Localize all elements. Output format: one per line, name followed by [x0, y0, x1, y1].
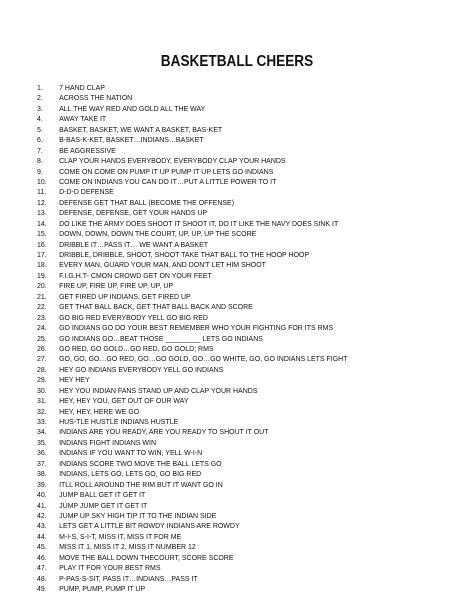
- list-item-text: M-I-S, S-I-T, MISS IT, MISS IT FOR ME: [59, 531, 182, 541]
- list-item: [37, 93, 423, 103]
- list-item: [37, 323, 423, 333]
- list-item-number: 28.: [37, 364, 47, 374]
- list-item-text: BASKET, BASKET, WE WANT A BASKET, BAS-KET: [59, 124, 223, 134]
- list-item: [37, 365, 423, 375]
- list-item-number: 14.: [37, 218, 47, 228]
- list-item-text: HUS-TLE HUSTLE INDIANS HUSTLE: [59, 417, 179, 426]
- list-item-text: MOVE THE BALL DOWN THECOURT, SCORE SCORE: [59, 552, 234, 562]
- list-item: [37, 584, 423, 594]
- list-item-text: GO, GO, GO…GO RED, GO…GO GOLD, GO…GO WHITE, GO, GO INDIANS LETS FIGHT: [59, 354, 348, 364]
- list-item: [37, 501, 423, 511]
- list-item-number: 34.: [37, 427, 47, 437]
- list-item: [37, 480, 423, 490]
- document-title: BASKETBALL CHEERS: [160, 53, 314, 70]
- list-item-text: JUMP UP SKY HIGH TIP IT TO THE INDIAN SIDE: [59, 510, 217, 520]
- list-item-text: DEFENSE, DEFENSE, GET YOUR HANDS UP: [59, 208, 208, 218]
- list-item: [37, 553, 423, 563]
- list-item: [37, 156, 423, 166]
- list-item: [37, 386, 423, 396]
- list-item-number: 27.: [37, 354, 47, 364]
- list-item-number: 11.: [37, 187, 47, 197]
- list-item-number: 19.: [37, 270, 47, 280]
- list-item: [37, 229, 423, 239]
- list-item: [37, 417, 423, 427]
- list-item: [37, 469, 423, 479]
- list-item: [37, 135, 423, 145]
- list-item: [37, 344, 423, 354]
- list-item: [37, 219, 423, 229]
- list-item-text: HEY HEY: [59, 375, 90, 385]
- list-item-text: INDIANS IF YOU WANT TO WIN, YELL W-I-N: [59, 448, 203, 458]
- list-item: [37, 177, 423, 187]
- list-item-text: MISS IT 1, MISS IT 2, MISS IT NUMBER 12: [59, 542, 196, 552]
- list-item: [37, 407, 423, 417]
- list-item-number: 17.: [37, 250, 47, 259]
- list-item-text: ITLL ROLL AROUND THE RIM BUT IT WANT GO IN: [59, 479, 223, 489]
- list-item: [37, 292, 423, 302]
- list-item: [37, 83, 423, 93]
- list-item-text: D-D-D DEFENSE: [59, 187, 114, 197]
- list-item: [37, 427, 423, 437]
- list-item-text: GO INDIANS GO DO YOUR BEST REMEMBER WHO YOUR FIGHTING FOR ITS RMS: [59, 323, 334, 333]
- list-item-number: 7.: [37, 145, 43, 155]
- list-item: [37, 574, 423, 584]
- list-item-number: 47.: [37, 563, 47, 573]
- list-item-number: 30.: [37, 385, 47, 395]
- list-item-number: 6.: [37, 135, 43, 145]
- list-item: [37, 198, 423, 208]
- list-item-number: 24.: [37, 323, 47, 333]
- list-item-text: DRIBBLE, DRIBBLE, SHOOT, SHOOT TAKE THAT BALL TO THE HOOP HOOP: [59, 250, 310, 259]
- list-item-number: 2.: [37, 93, 43, 103]
- list-item-number: 16.: [37, 239, 47, 249]
- list-item-text: GO BIG RED EVERYBODY YELL GO BIG RED: [59, 312, 208, 322]
- list-item-number: 36.: [37, 448, 47, 458]
- list-item: [37, 375, 423, 385]
- list-item: [37, 354, 423, 364]
- list-item-number: 10.: [37, 176, 47, 186]
- list-item: [37, 334, 423, 344]
- list-item-text: F.I.G.H.T- CMON CROWD GET ON YOUR FEET: [59, 270, 212, 280]
- list-item-number: 41.: [37, 500, 47, 510]
- list-item-text: INDIANS ARE YOU READY, ARE YOU READY TO SHOUT IT OUT: [59, 427, 269, 437]
- list-item-number: 39.: [37, 479, 47, 489]
- list-item-number: 33.: [37, 417, 47, 426]
- list-item-text: PUMP, PUMP, PUMP IT UP: [59, 584, 146, 593]
- list-item-text: COME ON INDIANS YOU CAN DO IT…PUT A LITTLE POWER TO IT: [59, 176, 277, 186]
- list-item-number: 8.: [37, 156, 43, 166]
- list-item: [37, 521, 423, 531]
- list-item-text: AWAY TAKE IT: [59, 114, 107, 124]
- list-item-text: GO RED, GO GOLD…GO RED, GO GOLD; RMS: [59, 343, 214, 353]
- list-item: [37, 208, 423, 218]
- list-item-number: 46.: [37, 552, 47, 562]
- list-item-number: 45.: [37, 542, 47, 552]
- list-item-number: 22.: [37, 302, 47, 312]
- list-item: [37, 260, 423, 270]
- list-item: [37, 250, 423, 260]
- list-item-text: EVERY MAN, GUARD YOUR MAN, AND DON'T LET HIM SHOOT: [59, 260, 266, 270]
- list-item-text: INDIANS SCORE TWO MOVE THE BALL LETS GO: [59, 458, 222, 468]
- list-item: [37, 281, 423, 291]
- list-item-text: HEY GO INDIANS EVERYBODY YELL GO INDIANS: [59, 364, 224, 374]
- list-item-text: JUMP BALL GET IT GET IT: [59, 490, 146, 500]
- list-item-text: HEY YOU INDIAN FANS STAND UP AND CLAP YOUR HANDS: [59, 385, 258, 395]
- list-item-number: 15.: [37, 229, 47, 239]
- list-item-number: 49.: [37, 584, 47, 593]
- list-item-text: PLAY IT FOR YOUR BEST RMS: [59, 563, 161, 573]
- list-item-number: 13.: [37, 208, 47, 218]
- list-item-text: B-BAS-K-KET, BASKET…INDIANS…BASKET: [59, 135, 204, 145]
- list-item-number: 5.: [37, 124, 43, 134]
- list-item-number: 12.: [37, 197, 47, 207]
- list-item-text: FIRE UP, FIRE UP, FIRE UP, UP, UP: [59, 281, 174, 291]
- list-item-text: DO LIKE THE ARMY DOES SHOOT IT SHOOT IT, DO IT LIKE THE NAVY DOES SINK IT: [59, 218, 339, 228]
- list-item-text: HEY, HEY, HERE WE GO: [59, 406, 140, 416]
- list-item-number: 3.: [37, 103, 43, 113]
- list-item-text: P-PAS-S-SIT, PASS IT…INDIANS…PASS IT: [59, 573, 198, 583]
- list-item: [37, 302, 423, 312]
- list-item: [37, 104, 423, 114]
- list-item-text: DRIBBLE IT…PASS IT… WE WANT A BASKET: [59, 239, 209, 249]
- list-item-number: 35.: [37, 437, 47, 447]
- list-item: [37, 490, 423, 500]
- list-item-text: COME ON COME ON PUMP IT UP PUMP IT UP LETS GO INDIANS: [59, 166, 274, 176]
- list-item-number: 18.: [37, 260, 47, 270]
- list-item-number: 37.: [37, 458, 47, 468]
- list-item-number: 20.: [37, 281, 47, 291]
- list-item-number: 31.: [37, 396, 47, 406]
- list-item: [37, 448, 423, 458]
- list-item-number: 23.: [37, 312, 47, 322]
- list-item: [37, 563, 423, 573]
- list-item: [37, 271, 423, 281]
- list-item: [37, 187, 423, 197]
- list-item-number: 38.: [37, 469, 47, 479]
- list-item-text: CLAP YOUR HANDS EVERYBODY, EVERYBODY CLAP YOUR HANDS: [59, 156, 286, 166]
- list-item-text: ALL THE WAY RED AND GOLD ALL THE WAY: [59, 103, 206, 113]
- list-item-text: LETS GET A LITTLE BIT ROWDY INDIANS ARE ROWDY: [59, 521, 240, 531]
- list-item: [37, 542, 423, 552]
- list-item-number: 44.: [37, 531, 47, 541]
- list-item-number: 4.: [37, 114, 43, 124]
- list-item-number: 29.: [37, 375, 47, 385]
- list-item-number: 1.: [37, 83, 43, 92]
- list-item-text: DEFENSE GET THAT BALL (BECOME THE OFFENSE): [59, 197, 235, 207]
- list-item-number: 42.: [37, 510, 47, 520]
- list-item-number: 9.: [37, 166, 43, 176]
- list-item-number: 40.: [37, 490, 47, 500]
- list-item: [37, 125, 423, 135]
- list-item: [37, 532, 423, 542]
- list-item-number: 32.: [37, 406, 47, 416]
- list-item-text: JUMP JUMP GET IT GET IT: [59, 500, 148, 510]
- list-item: [37, 511, 423, 521]
- list-item-text: HEY, HEY YOU, GET OUT OF OUR WAY: [59, 396, 189, 406]
- list-item-number: 48.: [37, 573, 47, 583]
- list-item-number: 21.: [37, 291, 47, 301]
- list-item: [37, 459, 423, 469]
- list-item-number: 43.: [37, 521, 47, 531]
- list-item-text: GET FIRED UP INDIANS, GET FIRED UP: [59, 291, 191, 301]
- list-item-number: 25.: [37, 333, 47, 343]
- list-item-text: DOWN, DOWN, DOWN THE COURT, UP, UP, UP THE SCORE: [59, 229, 257, 239]
- list-item-text: BE AGGRESSIVE: [59, 145, 116, 155]
- list-item-text: 7 HAND CLAP: [59, 83, 105, 92]
- list-item: [37, 240, 423, 250]
- list-item-text: GET THAT BALL BACK, GET THAT BALL BACK AND SCORE: [59, 302, 253, 312]
- list-item-text: INDIANS, LETS GO, LETS GO, GO BIG RED: [59, 469, 202, 479]
- list-item: [37, 438, 423, 448]
- list-item: [37, 114, 423, 124]
- list-item: [37, 396, 423, 406]
- list-item-number: 26.: [37, 343, 47, 353]
- list-item: [37, 167, 423, 177]
- cheer-list: [37, 83, 457, 594]
- list-item: [37, 313, 423, 323]
- list-item-text: GO INDIANS GO…BEAT THOSE _________ LETS GO INDIANS: [59, 333, 263, 343]
- list-item-text: INDIANS FIGHT INDIANS WIN: [59, 437, 156, 447]
- list-item: [37, 146, 423, 156]
- list-item-text: ACROSS THE NATION: [59, 93, 133, 103]
